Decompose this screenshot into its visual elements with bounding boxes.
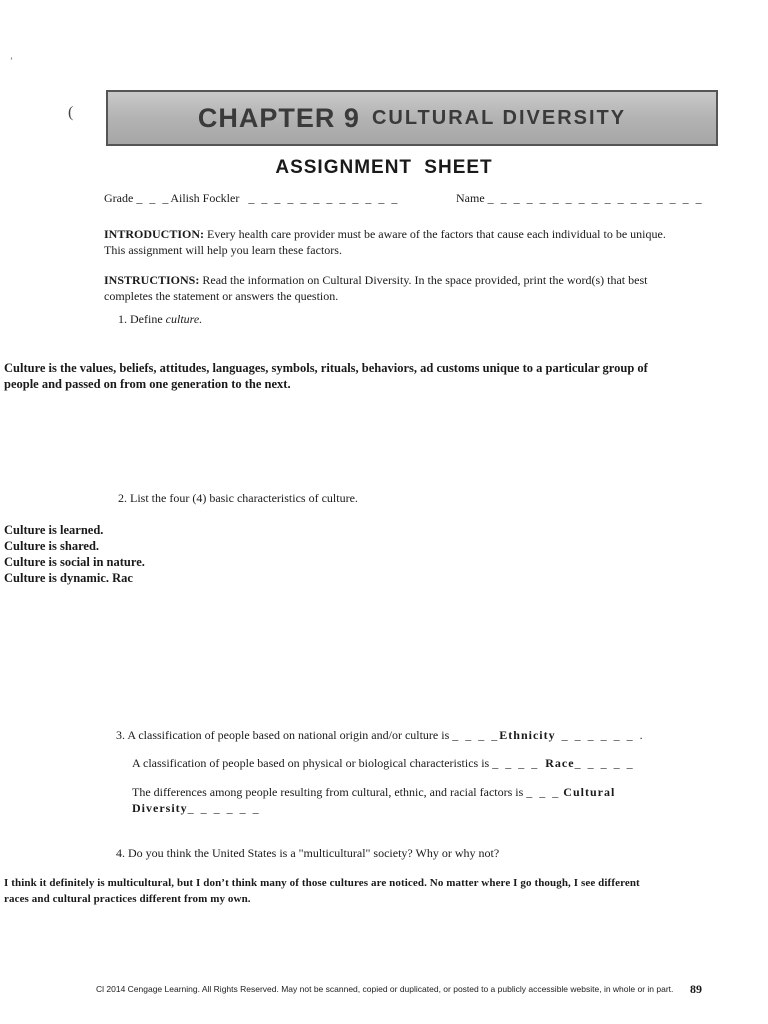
answer-2 <box>4 522 145 586</box>
question-3b <box>132 755 635 771</box>
chapter-number: CHAPTER 9 <box>197 102 360 133</box>
question-3c-text: The differences among people resulting from cultural, ethnic, and racial factors is <box>132 785 524 799</box>
question-3a-answer: Ethnicity <box>499 728 556 742</box>
copyright-notice: Cl 2014 Cengage Learning. All Rights Reserved. May not be scanned, copied or duplicated, or posted to a publicly accessible website, in whole or in part. <box>96 984 674 994</box>
question-4 <box>116 845 499 861</box>
answer-2-item: Culture is shared. <box>4 539 100 553</box>
page-number: 89 <box>690 982 702 996</box>
answer-1-line-1: Culture is the values, beliefs, attitudes, languages, symbols, rituals, behaviors, ad customs unique to a particular group of <box>4 361 648 375</box>
question-3c-answer-1: Cultural <box>563 785 616 799</box>
grade-value: Ailish Fockler <box>170 191 240 205</box>
introduction-text-2: This assignment will help you learn these factors. <box>104 243 342 257</box>
name-line <box>456 190 704 206</box>
question-4-number: 4. <box>116 846 125 860</box>
question-4-prompt: Do you think the United States is a "multicultural" society? Why or why not? <box>128 846 500 860</box>
question-3-number: 3. <box>116 728 125 742</box>
answer-2-item: Culture is dynamic. Rac <box>4 571 133 585</box>
instructions-text-2: completes the statement or answers the question. <box>104 289 339 303</box>
chapter-title: CULTURAL DIVERSITY <box>371 106 627 129</box>
grade-blank-after: _ _ _ _ _ _ _ _ _ _ _ _ <box>248 191 400 205</box>
question-3b-text: A classification of people based on physical or biological characteristics is <box>132 756 490 770</box>
name-blank: _ _ _ _ _ _ _ _ _ _ _ _ _ _ _ _ _ <box>487 191 704 205</box>
introduction-label: INTRODUCTION: <box>104 227 205 241</box>
assignment-heading: ASSIGNMENT SHEET <box>275 157 493 178</box>
corner-mark: ’ <box>10 56 13 66</box>
answer-1 <box>4 360 764 392</box>
question-3a-blank-before: _ _ _ _ <box>452 728 500 742</box>
instructions <box>104 272 716 304</box>
question-1-term: culture. <box>165 312 203 326</box>
introduction-text-1: Every health care provider must be aware of the factors that cause each individual to be unique. <box>207 227 666 241</box>
question-3a <box>116 727 645 743</box>
question-3a-text: A classification of people based on national origin and/or culture is <box>127 728 450 742</box>
answer-4-line-1: I think it definitely is multicultural, but I don’t think many of those cultures are noticed. No matter where I go though, I see different <box>4 877 640 889</box>
question-3b-answer: Race <box>545 756 575 770</box>
question-2 <box>118 490 358 506</box>
chapter-banner <box>106 90 718 146</box>
instructions-label: INSTRUCTIONS: <box>104 273 200 287</box>
answer-2-item: Culture is social in nature. <box>4 555 145 569</box>
question-3b-blank-before: _ _ _ _ <box>492 756 540 770</box>
question-3a-blank-after: _ _ _ _ _ _ . <box>561 728 645 742</box>
question-3b-blank-after: _ _ _ _ _ <box>574 756 635 770</box>
question-1-prompt: Define <box>130 312 163 326</box>
margin-parenthesis: ( <box>68 104 74 121</box>
question-3c <box>132 784 712 816</box>
answer-1-line-2: people and passed on from one generation to the next. <box>4 377 291 391</box>
question-2-prompt: List the four (4) basic characteristics of culture. <box>130 491 358 505</box>
grade-label: Grade <box>104 191 134 205</box>
introduction <box>104 226 714 258</box>
grade-blank-before: _ _ _ <box>136 191 171 205</box>
answer-4 <box>4 875 766 907</box>
question-1-number: 1. <box>118 312 127 326</box>
question-2-number: 2. <box>118 491 127 505</box>
question-3c-blank-after: _ _ _ _ _ _ <box>187 801 261 815</box>
question-1 <box>118 311 202 327</box>
question-3c-blank-before: _ _ _ <box>526 785 561 799</box>
answer-4-line-2: races and cultural practices different from my own. <box>4 893 251 905</box>
grade-line <box>104 190 399 206</box>
answer-2-item: Culture is learned. <box>4 523 104 537</box>
instructions-text-1: Read the information on Cultural Diversity. In the space provided, print the word(s) that best <box>202 273 648 287</box>
name-label: Name <box>456 191 485 205</box>
question-3c-answer-2: Diversity <box>132 801 188 815</box>
